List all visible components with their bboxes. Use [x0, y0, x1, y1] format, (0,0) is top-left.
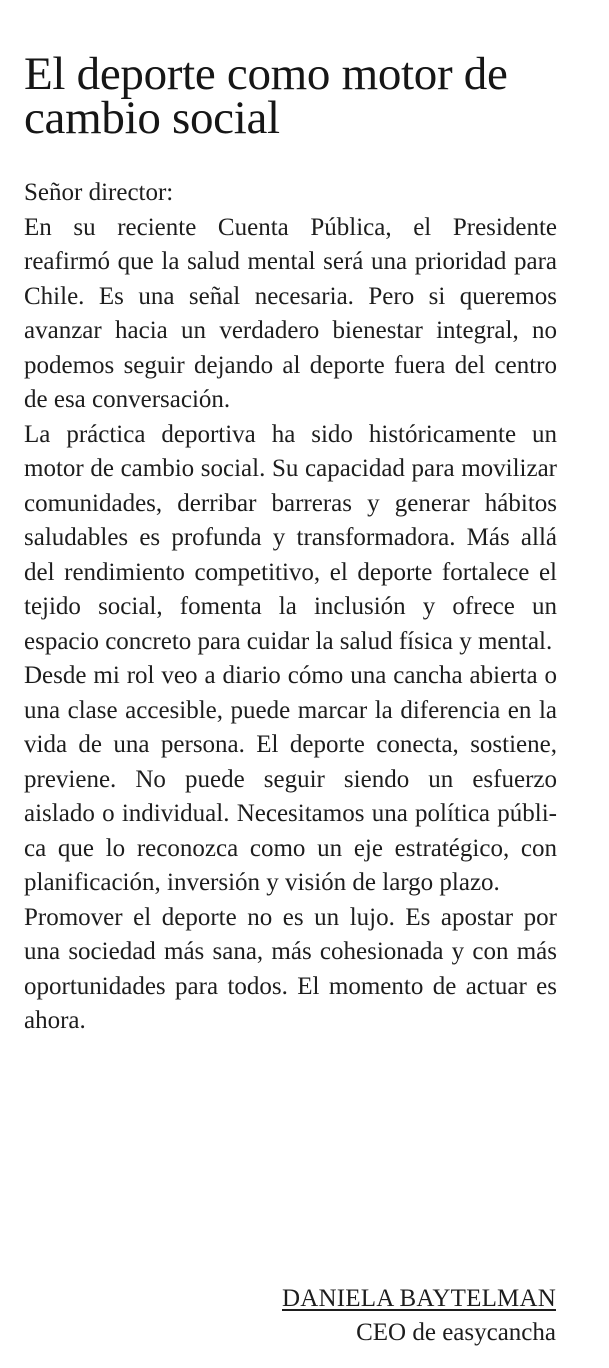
- letter-paragraph: La práctica deportiva ha sido históricamente un motor de cambio social. Su capacidad para movilizar comunidades, derribar barreras y generar hábitos saludables es profunda y transformadora. Más allá del rendimiento competitivo, el deporte fortalece el tejido social, fomenta la inclusión y ofrece un espacio concreto para cuidar la salud física y mental.: [24, 420, 557, 655]
- signature-name: DANIELA BAYTELMAN: [282, 1285, 556, 1312]
- signature-title: CEO de easycancha: [356, 1319, 556, 1346]
- signature-block: [282, 1282, 556, 1350]
- letter-paragraph: Desde mi rol veo a diario cómo una cancha abierta o una clase accesible, puede marcar la diferencia en la vida de una persona. El deporte conecta, sostiene, previene. No puede seguir siendo un esfuerzo aislado o individual. Necesitamos una política pública que lo reconozca como un eje estratégico, con planificación, inversión y visión de largo plazo.: [24, 662, 557, 896]
- letter-paragraph: Promover el deporte no es un lujo. Es apostar por una sociedad más sana, más cohesionada y con más oportunidades para todos. El momento de actuar es ahora.: [24, 903, 557, 1034]
- letter-body: [24, 176, 557, 1039]
- letter-paragraph: En su reciente Cuenta Pública, el Presidente reafirmó que la salud mental será una prioridad para Chile. Es una señal necesaria. Pero si queremos avanzar hacia un verdadero bienestar integral, no podemos seguir dejando al deporte fuera del centro de esa conversación.: [24, 213, 557, 413]
- article-headline: El deporte como motor de cambio social: [24, 48, 508, 144]
- letter-salutation: Señor director:: [24, 179, 174, 206]
